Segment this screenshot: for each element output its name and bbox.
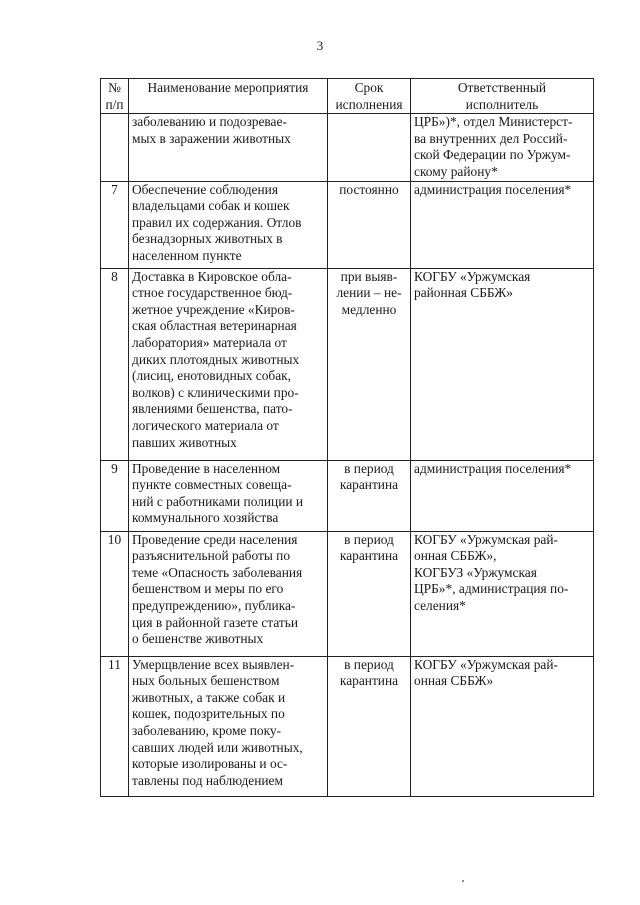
responsible: КОГБУ «Уржумская рай- онная СББЖ» bbox=[411, 656, 594, 796]
term: в период карантина bbox=[328, 460, 411, 531]
row-number: 8 bbox=[101, 268, 129, 460]
row-number bbox=[101, 114, 129, 181]
row-number: 7 bbox=[101, 181, 129, 268]
responsible: КОГБУ «Уржумская районная СББЖ» bbox=[411, 268, 594, 460]
measure-name: Обеспечение соблюдения владельцами собак и кошек правил их содержания. Отлов безнадзорных животных в населенном пункте bbox=[129, 181, 328, 268]
measure-name: Умерщвление всех выявлен- ных больных бешенством животных, а также собак и кошек, подозрительных по заболеванию, кроме поку- савших людей или животных, которые изолированы и ос- тавлены под наблюдением bbox=[129, 656, 328, 796]
scan-speck bbox=[462, 880, 464, 882]
measures-table bbox=[100, 78, 594, 797]
header-measure-name: Наименование мероприятия bbox=[129, 79, 328, 114]
table-header-row bbox=[101, 79, 594, 114]
table-row bbox=[101, 656, 594, 796]
table-row bbox=[101, 460, 594, 531]
header-responsible: Ответственный исполнитель bbox=[411, 79, 594, 114]
table-row bbox=[101, 531, 594, 656]
term: при выяв- лении – не- медленно bbox=[328, 268, 411, 460]
responsible: ЦРБ»)*, отдел Министерст- ва внутренних дел Россий- ской Федерации по Уржум- скому району* bbox=[411, 114, 594, 181]
term bbox=[328, 114, 411, 181]
responsible: КОГБУ «Уржумская рай- онная СББЖ», КОГБУЗ «Уржумская ЦРБ»*, администрация по- селения* bbox=[411, 531, 594, 656]
responsible: администрация поселения* bbox=[411, 460, 594, 531]
row-number: 9 bbox=[101, 460, 129, 531]
term: в период карантина bbox=[328, 531, 411, 656]
term: в период карантина bbox=[328, 656, 411, 796]
measure-name: заболеванию и подозревае- мых в заражении животных bbox=[129, 114, 328, 181]
row-number: 11 bbox=[101, 656, 129, 796]
measure-name: Проведение среди населения разъяснительной работы по теме «Опасность заболевания бешенством и меры по его предупреждению», публика- ция в районной газете статьи о бешенстве животных bbox=[129, 531, 328, 656]
responsible: администрация поселения* bbox=[411, 181, 594, 268]
term: постоянно bbox=[328, 181, 411, 268]
table-row bbox=[101, 114, 594, 181]
table-row bbox=[101, 268, 594, 460]
row-number: 10 bbox=[101, 531, 129, 656]
measure-name: Доставка в Кировское обла- стное государственное бюд- жетное учреждение «Киров- ская областная ветеринарная лаборатория» материала от диких плотоядных животных (лисиц, енотовидных собак, волков) с клиническими про- явлениями бешенства, пато- логического материала от павших животных bbox=[129, 268, 328, 460]
page-number: 3 bbox=[316, 38, 324, 53]
measure-name: Проведение в населенном пункте совместных совеща- ний с работниками полиции и коммунального хозяйства bbox=[129, 460, 328, 531]
header-term: Срок исполнения bbox=[328, 79, 411, 114]
header-number: № п/п bbox=[101, 79, 129, 114]
table-row bbox=[101, 181, 594, 268]
